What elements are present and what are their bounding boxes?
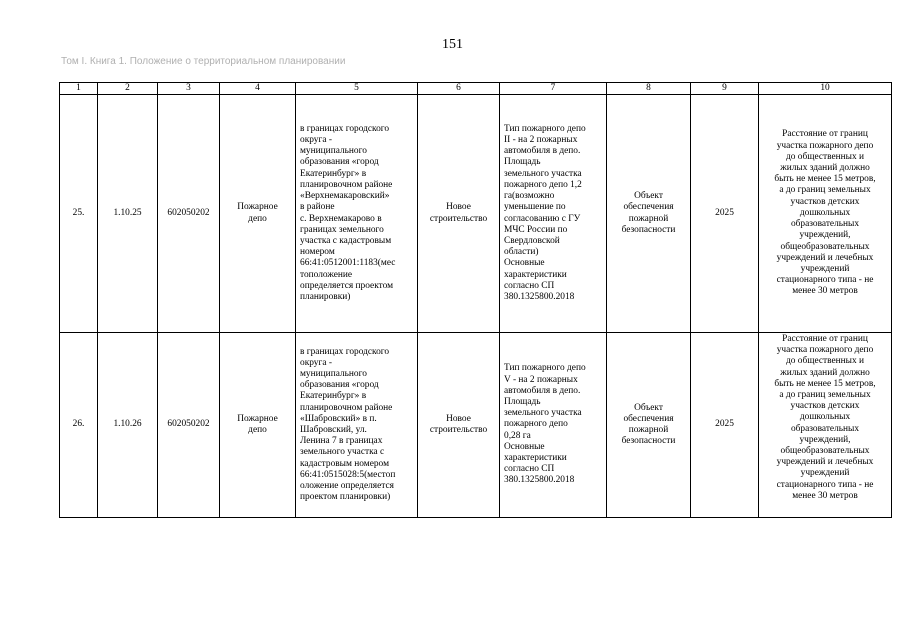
object-code: 1.10.25 [98, 95, 158, 333]
running-header: Том I. Книга 1. Положение о территориальном планировании [61, 56, 346, 67]
okato-code: 602050202 [158, 333, 220, 518]
objects-table [59, 82, 892, 518]
col-header-1: 1 [60, 83, 98, 95]
object-location: в границах городского округа - муниципального образования «город Екатеринбург» в планировочном районе «Верхнемакаровский» в районе с. Верхнемакарово в границах земельного участка с кадастровым номером 66:41:0512001:1183(мес тоположение определяется проектом планировки) [296, 95, 418, 333]
object-characteristics: Тип пожарного депо II - на 2 пожарных автомобиля в депо. Площадь земельного участка пожарного депо 1,2 га(возможно уменьшение по согласованию с ГУ МЧС России по Свердловской области) Основные характеристики согласно СП 380.1325800.2018 [500, 95, 607, 333]
row-number: 26. [60, 333, 98, 518]
object-location: в границах городского округа - муниципального образования «город Екатеринбург» в планировочном районе «Шабровский» в п. Шабровский, ул. Ленина 7 в границах земельного участка с кадастровым номером 66:41:0515028:5(местоп оложение определяется проектом планировки) [296, 333, 418, 518]
col-header-6: 6 [418, 83, 500, 95]
header-row [60, 83, 892, 95]
col-header-7: 7 [500, 83, 607, 95]
col-header-3: 3 [158, 83, 220, 95]
table-row [60, 333, 892, 518]
col-header-8: 8 [607, 83, 691, 95]
okato-code: 602050202 [158, 95, 220, 333]
object-status: Новое строительство [418, 333, 500, 518]
object-purpose: Объект обеспечения пожарной безопасности [607, 333, 691, 518]
col-header-2: 2 [98, 83, 158, 95]
object-name: Пожарное депо [220, 333, 296, 518]
row-number: 25. [60, 95, 98, 333]
object-year: 2025 [691, 95, 759, 333]
page-number: 151 [442, 37, 463, 52]
object-status: Новое строительство [418, 95, 500, 333]
object-name: Пожарное депо [220, 95, 296, 333]
col-header-9: 9 [691, 83, 759, 95]
object-characteristics: Тип пожарного депо V - на 2 пожарных автомобиля в депо. Площадь земельного участка пожарного депо 0,28 га Основные характеристики согласно СП 380.1325800.2018 [500, 333, 607, 518]
object-zone: Расстояние от границ участка пожарного депо до общественных и жилых зданий должно быть не менее 15 метров, а до границ земельных участков детских дошкольных образовательных учреждений, общеобразовательных учреждений и лечебных учреждений стационарного типа - не менее 30 метров [759, 333, 892, 518]
col-header-5: 5 [296, 83, 418, 95]
col-header-10: 10 [759, 83, 892, 95]
object-year: 2025 [691, 333, 759, 518]
object-purpose: Объект обеспечения пожарной безопасности [607, 95, 691, 333]
table-row [60, 95, 892, 333]
col-header-4: 4 [220, 83, 296, 95]
object-code: 1.10.26 [98, 333, 158, 518]
object-zone: Расстояние от границ участка пожарного депо до общественных и жилых зданий должно быть не менее 15 метров, а до границ земельных участков детских дошкольных образовательных учреждений, общеобразовательных учреждений и лечебных учреждений стационарного типа - не менее 30 метров [759, 95, 892, 333]
